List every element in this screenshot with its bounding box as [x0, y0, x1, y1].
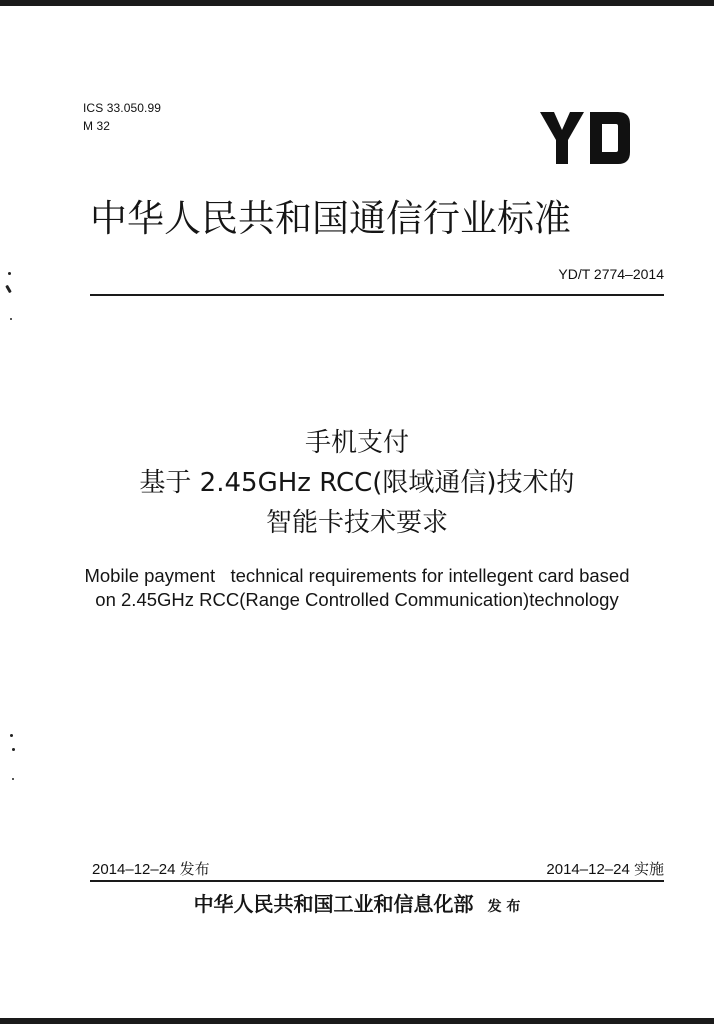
top-border	[0, 0, 714, 6]
title-cn-line-1: 手机支付	[304, 428, 409, 458]
implementation-date: 2014–12–24 实施	[546, 861, 664, 878]
bottom-border	[0, 1018, 714, 1024]
publisher-suffix: 发 布	[487, 899, 521, 915]
title-cn-line-3: 智能卡技术要求	[265, 508, 448, 538]
scan-mark	[12, 778, 14, 780]
standard-number: YD/T 2774–2014	[558, 266, 664, 282]
scan-mark	[5, 285, 12, 293]
yd-logo	[540, 112, 632, 166]
scan-mark	[10, 734, 13, 737]
scan-mark	[10, 318, 12, 320]
authority-title: 中华人民共和国通信行业标准	[90, 197, 571, 240]
publisher-name: 中华人民共和国工业和信息化部	[193, 892, 474, 916]
issue-date: 2014–12–24 发布	[92, 861, 210, 878]
classification-code: M 32	[83, 119, 111, 133]
title-chinese	[40, 423, 674, 543]
footer-divider	[90, 880, 664, 882]
publisher	[0, 888, 714, 917]
scan-mark	[8, 272, 11, 275]
title-cn-line-2: 基于 2.45GHz RCC(限域通信)技术的	[139, 468, 575, 498]
header-divider	[90, 294, 664, 296]
scan-mark	[12, 748, 15, 751]
title-en-line-1: Mobile payment technical requirements for intellegent card based	[84, 565, 630, 586]
title-en-line-2: on 2.45GHz RCC(Range Controlled Communication)technology	[95, 589, 619, 610]
title-english	[40, 564, 674, 612]
ics-code: ICS 33.050.99	[83, 101, 162, 115]
